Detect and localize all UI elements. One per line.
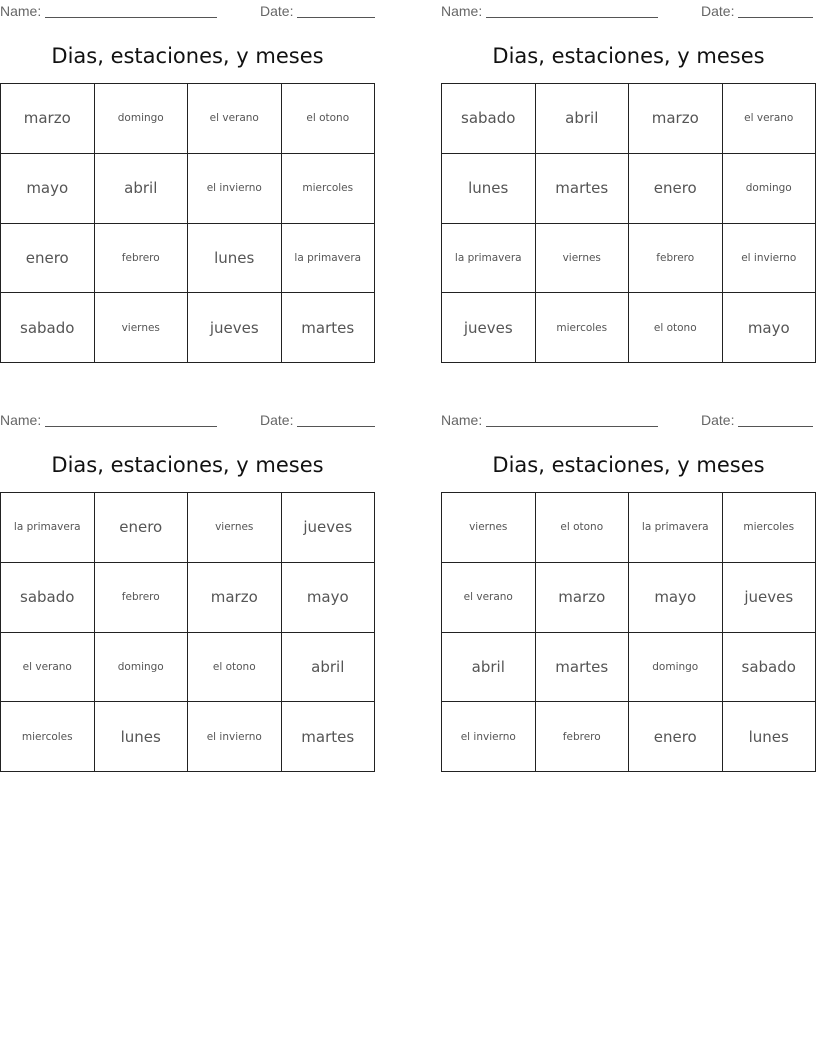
grid-cell: febrero [536, 702, 630, 772]
bingo-grid [0, 492, 375, 772]
grid-cell: enero [95, 493, 189, 563]
grid-cell: martes [282, 293, 376, 363]
name-blank-line [45, 17, 217, 18]
grid-cell: el otono [536, 493, 630, 563]
grid-cell: mayo [629, 563, 723, 633]
grid-cell: el invierno [188, 702, 282, 772]
grid-cell: mayo [1, 154, 95, 224]
card-title: Dias, estaciones, y meses [492, 453, 765, 477]
grid-cell: miercoles [536, 293, 630, 363]
grid-cell: lunes [95, 702, 189, 772]
grid-cell: lunes [442, 154, 536, 224]
date-blank-line [738, 426, 813, 427]
date-label: Date: [260, 412, 294, 428]
grid-cell: viernes [442, 493, 536, 563]
name-label: Name: [0, 412, 42, 428]
grid-cell: sabado [1, 293, 95, 363]
grid-cell: martes [282, 702, 376, 772]
grid-cell: abril [442, 633, 536, 703]
card-title: Dias, estaciones, y meses [51, 453, 324, 477]
grid-cell: enero [1, 224, 95, 294]
grid-cell: lunes [188, 224, 282, 294]
grid-cell: jueves [723, 563, 816, 633]
grid-cell: martes [536, 154, 630, 224]
grid-cell: el otono [629, 293, 723, 363]
grid-cell: jueves [282, 493, 376, 563]
grid-cell: jueves [442, 293, 536, 363]
grid-cell: la primavera [1, 493, 95, 563]
grid-cell: sabado [442, 84, 536, 154]
name-blank-line [486, 17, 658, 18]
grid-cell: domingo [629, 633, 723, 703]
grid-cell: marzo [188, 563, 282, 633]
grid-cell: febrero [95, 563, 189, 633]
grid-cell: miercoles [282, 154, 376, 224]
grid-cell: lunes [723, 702, 816, 772]
grid-cell: enero [629, 702, 723, 772]
date-label: Date: [260, 3, 294, 19]
card-title: Dias, estaciones, y meses [51, 44, 324, 68]
grid-cell: el invierno [442, 702, 536, 772]
name-date-header [0, 3, 375, 19]
grid-cell: la primavera [282, 224, 376, 294]
grid-cell: abril [536, 84, 630, 154]
grid-cell: domingo [95, 633, 189, 703]
grid-cell: marzo [536, 563, 630, 633]
name-label: Name: [441, 412, 483, 428]
name-blank-line [45, 426, 217, 427]
bingo-grid [441, 492, 816, 772]
grid-cell: marzo [1, 84, 95, 154]
date-label: Date: [701, 3, 735, 19]
bingo-card [441, 409, 816, 779]
name-date-header [441, 412, 816, 428]
grid-cell: sabado [1, 563, 95, 633]
name-label: Name: [0, 3, 42, 19]
bingo-grid [0, 83, 375, 363]
grid-cell: viernes [536, 224, 630, 294]
grid-cell: la primavera [629, 493, 723, 563]
date-label: Date: [701, 412, 735, 428]
grid-cell: mayo [723, 293, 816, 363]
grid-cell: viernes [188, 493, 282, 563]
grid-cell: miercoles [723, 493, 816, 563]
date-blank-line [297, 426, 375, 427]
grid-cell: sabado [723, 633, 816, 703]
grid-cell: el invierno [188, 154, 282, 224]
grid-cell: jueves [188, 293, 282, 363]
grid-cell: el otono [282, 84, 376, 154]
name-date-header [441, 3, 816, 19]
grid-cell: el verano [442, 563, 536, 633]
bingo-card [0, 409, 375, 779]
grid-cell: domingo [95, 84, 189, 154]
name-label: Name: [441, 3, 483, 19]
grid-cell: el verano [1, 633, 95, 703]
grid-cell: el invierno [723, 224, 816, 294]
grid-cell: enero [629, 154, 723, 224]
grid-cell: abril [282, 633, 376, 703]
card-title: Dias, estaciones, y meses [492, 44, 765, 68]
bingo-grid [441, 83, 816, 363]
bingo-card [441, 0, 816, 370]
grid-cell: la primavera [442, 224, 536, 294]
grid-cell: marzo [629, 84, 723, 154]
date-blank-line [738, 17, 813, 18]
date-blank-line [297, 17, 375, 18]
grid-cell: febrero [629, 224, 723, 294]
grid-cell: el verano [723, 84, 816, 154]
grid-cell: el verano [188, 84, 282, 154]
name-date-header [0, 412, 375, 428]
grid-cell: miercoles [1, 702, 95, 772]
grid-cell: martes [536, 633, 630, 703]
grid-cell: el otono [188, 633, 282, 703]
grid-cell: mayo [282, 563, 376, 633]
bingo-card [0, 0, 375, 370]
grid-cell: domingo [723, 154, 816, 224]
grid-cell: viernes [95, 293, 189, 363]
name-blank-line [486, 426, 658, 427]
grid-cell: abril [95, 154, 189, 224]
grid-cell: febrero [95, 224, 189, 294]
